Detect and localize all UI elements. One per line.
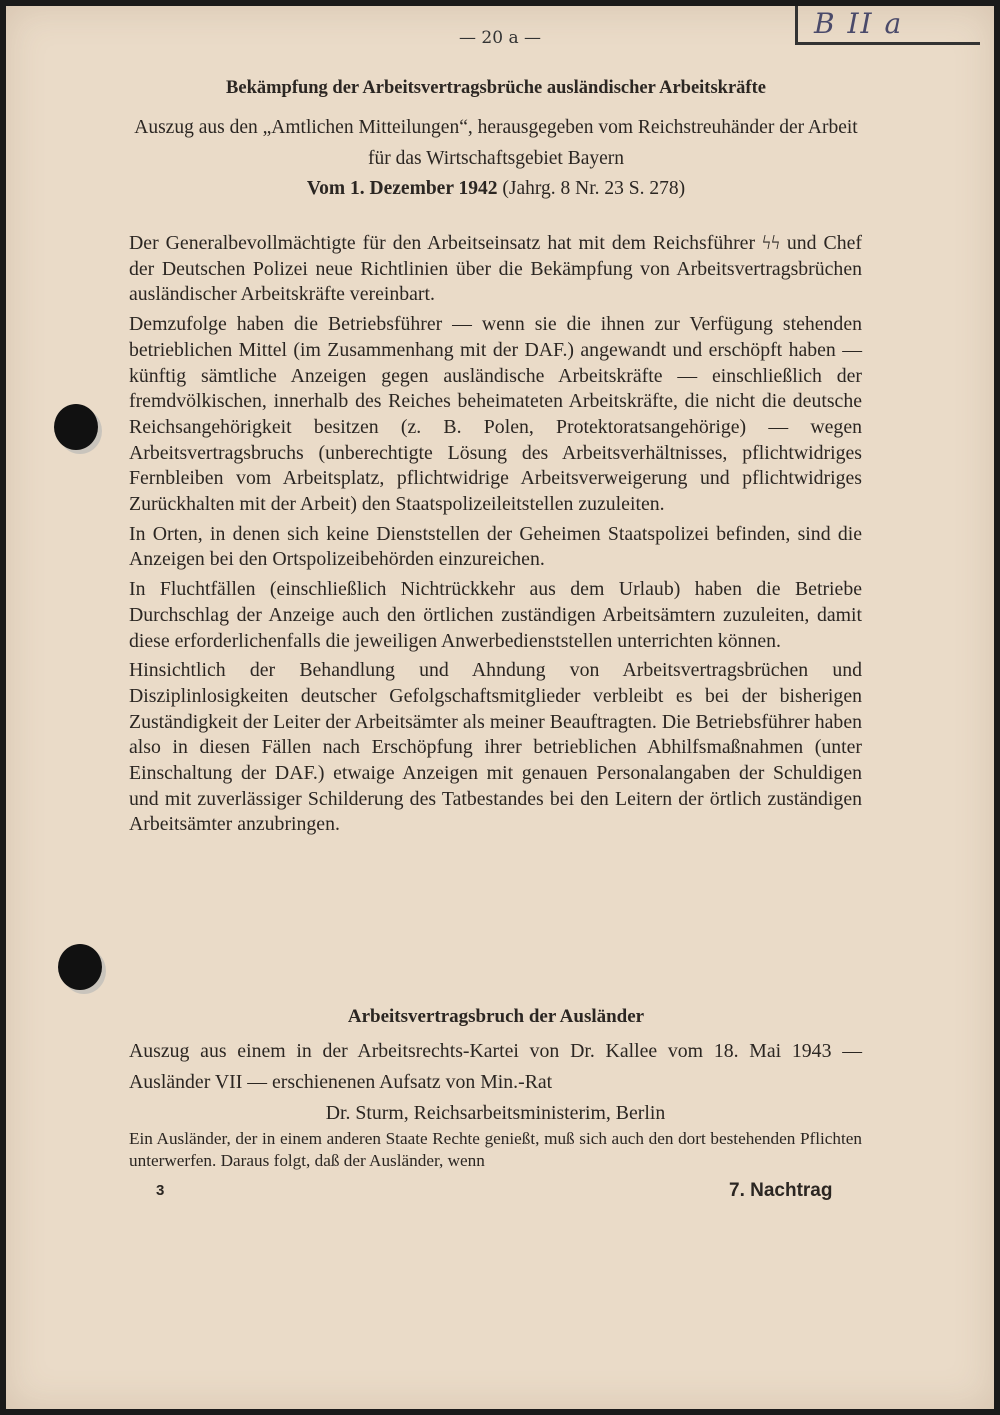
punch-hole	[54, 404, 98, 450]
paragraph: In Fluchtfällen (einschließlich Nichtrückkehr aus dem Urlaub) haben die Betriebe Durchschlag der Anzeige auch den örtlichen zuständigen Arbeitsämtern zuzuleiten, damit diese erforderlichenfalls die jeweiligen Anwerbedienststellen unterrichten können.	[129, 578, 862, 652]
punch-hole	[58, 944, 102, 990]
section1-body	[129, 231, 862, 842]
section1-date	[126, 178, 866, 200]
paragraph: Der Generalbevollmächtigte für den Arbeitseinsatz hat mit dem Reichsführer ϟϟ und Chef der Deutschen Polizei neue Richtlinien über die Bekämpfung von Arbeitsvertragsbrüchen ausländischer Arbeitskräfte vereinbart.	[129, 232, 862, 306]
section2-subtitle	[129, 1036, 862, 1129]
page-number: — 20 a —	[459, 28, 541, 48]
supplement-label: 7. Nachtrag	[729, 1180, 833, 1201]
paragraph: Demzufolge haben die Betriebsführer — wenn sie die ihnen zur Verfügung stehenden betrieblichen Mittel (im Zusammenhang mit der DAF.) angewandt und erschöpft haben — künftig sämtliche Anzeigen gegen ausländische Arbeitskräfte — einschließlich der fremdvölkischen, innerhalb des Reiches beheimateten Arbeitskräfte, die nicht die deutsche Reichsangehörigkeit besitzen (z. B. Polen, Protektoratsangehörige) — wegen Arbeitsvertragsbruchs (unberechtigte Lösung des Arbeitsverhältnisses, pflichtwidriges Fernbleiben vom Arbeitsplatz, pflichtwidrige Arbeitsverweigerung und pflichtwidriges Zurückhalten mit der Arbeit) den Staatspolizeileitstellen zuzuleiten.	[129, 313, 862, 516]
section2-body: Ein Ausländer, der in einem anderen Staate Rechte genießt, muß sich auch den dort bestehenden Pflichten unterwerfen. Daraus folgt, daß der Ausländer, wenn	[129, 1129, 862, 1170]
date-bold: Vom 1. Dezember 1942	[306, 178, 498, 199]
archive-mark: B II a	[814, 7, 904, 40]
section1-title: Bekämpfung der Arbeitsvertragsbrüche ausländischer Arbeitskräfte	[226, 78, 766, 98]
section2-title: Arbeitsvertragsbruch der Ausländer	[347, 1006, 645, 1027]
section1-subtitle: Auszug aus den „Amtlichen Mitteilungen“, herausgegeben vom Reichstreuhänder der Arbeit für das Wirtschaftsgebiet Bayern	[134, 117, 858, 169]
paragraph: Hinsichtlich der Behandlung und Ahndung von Arbeitsvertragsbrüchen und Disziplinlosigkeiten deutscher Gefolgschaftsmitglieder verbleibt es bei der bisherigen Zuständigkeit der Leiter der Arbeitsämter als meiner Beauftragten. Die Betriebsführer haben also in diesen Fällen nach Erschöpfung ihrer betrieblichen Abhilfsmaßnahmen (unter Einschaltung der DAF.) etwaige Anzeigen mit genauen Personalangaben der Schuldigen und mit zuverlässiger Schilderung des Tatbestandes bei den Leitern der örtlich zuständigen Arbeitsämter anzubringen.	[129, 659, 862, 836]
document-page	[6, 6, 994, 1409]
subtitle-line: Auszug aus einem in der Arbeitsrechts-Kartei von Dr. Kallee vom 18. Mai 1943 — Ausländer VII — erschienenen Aufsatz von Min.-Rat	[129, 1040, 862, 1093]
subtitle-line: Dr. Sturm, Reichsarbeitsministerim, Berlin	[325, 1102, 666, 1124]
paragraph: In Orten, in denen sich keine Dienststellen der Geheimen Staatspolizei befinden, sind die Anzeigen bei den Ortspolizeibehörden einzureichen.	[129, 522, 862, 571]
archive-stamp-box	[795, 6, 980, 45]
sheet-number: 3	[156, 1182, 165, 1199]
date-reference: (Jahrg. 8 Nr. 23 S. 278)	[502, 178, 686, 199]
